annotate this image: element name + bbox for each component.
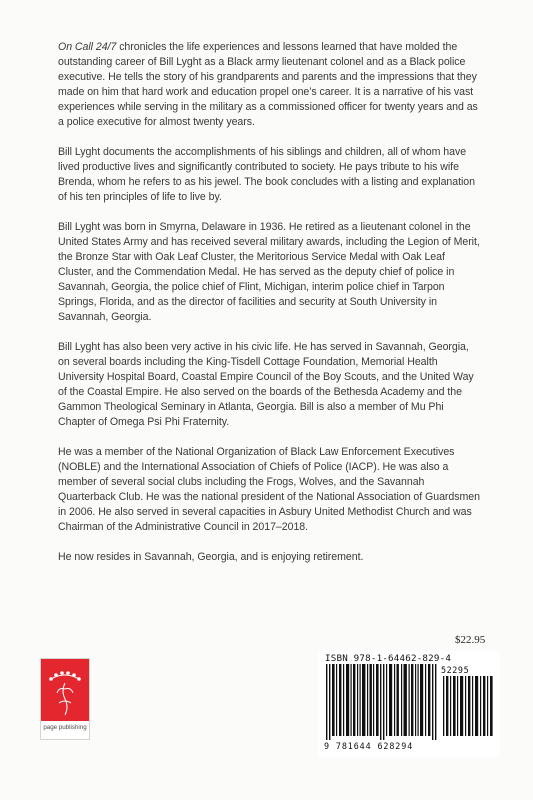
logo-emblem-icon	[41, 659, 89, 721]
isbn-text: ISBN 978-1-64462-829-4	[325, 653, 452, 664]
blurb-paragraph-1: On Call 24/7 chronicles the life experiences and lessons learned that have molded the outstanding career of Bill Lyght as a Black army lieutenant colonel and as a Black police executive. He tells the story of his grandparents and parents and the impressions that they made on him that hard work and education propel one’s career. It is a narrative of his vast experiences while serving in the military as a commissioned officer for twenty years and as a police executive for almost twenty years.	[58, 41, 478, 128]
barcode-digits: 9 781644 628294	[324, 741, 414, 751]
blurb-paragraph-2: Bill Lyght documents the accomplishments of his siblings and children, all of whom have lived productive lives and significantly contributed to society. He pays tribute to his wife Brenda, whom he refers to as his jewel. The book concludes with a listing and explanation of his ten principles of life to live by.	[58, 146, 475, 203]
blurb-paragraph-5: He was a member of the National Organization of Black Law Enforcement Executives (NOBLE) and the International Association of Chiefs of Police (IACP). He was also a member of several social clubs including the Frogs, Wolves, and the Savannah Quarterback Club. He was the national president of the National Association of Guardsmen in 2006. He also served in several capacities in Asbury United Methodist Church and was Chairman of the Administrative Council in 2017–2018.	[58, 446, 480, 533]
price-label: $22.95	[455, 634, 486, 646]
blurb-paragraph-6: He now resides in Savannah, Georgia, and is enjoying retirement.	[58, 551, 364, 563]
price-addon-digits: 52295	[441, 665, 470, 675]
barcode-icon	[322, 664, 500, 742]
book-title-italic: On Call 24/7	[58, 41, 117, 53]
blurb-paragraph-4: Bill Lyght has also been very active in his civic life. He has served in Savannah, Georgia, on several boards including the King-Tisdell Cottage Foundation, Memorial Health University Hospital Board, Coastal Empire Council of the Boy Scouts, and the United Way of the Coastal Empire. He also served on the boards of the Bethesda Academy and the Gammon Theological Seminary in Atlanta, Georgia. Bill is also a member of Mu Phi Chapter of Omega Psi Phi Fraternity.	[58, 341, 474, 428]
publisher-logo	[40, 658, 90, 740]
blurb-text	[58, 40, 482, 565]
publisher-name: page publishing	[43, 724, 87, 731]
blurb-paragraph-3: Bill Lyght was born in Smyrna, Delaware in 1936. He retired as a lieutenant colonel in the United States Army and has received several military awards, including the Legion of Merit, the Bronze Star with Oak Leaf Cluster, the Meritorious Service Medal with Oak Leaf Cluster, and the Commendation Medal. He has served as the deputy chief of police in Savannah, Georgia, the police chief of Flint, Michigan, interim police chief in Tarpon Springs, Florida, and as the director of facilities and security at South University in Savannah, Georgia.	[58, 221, 480, 323]
